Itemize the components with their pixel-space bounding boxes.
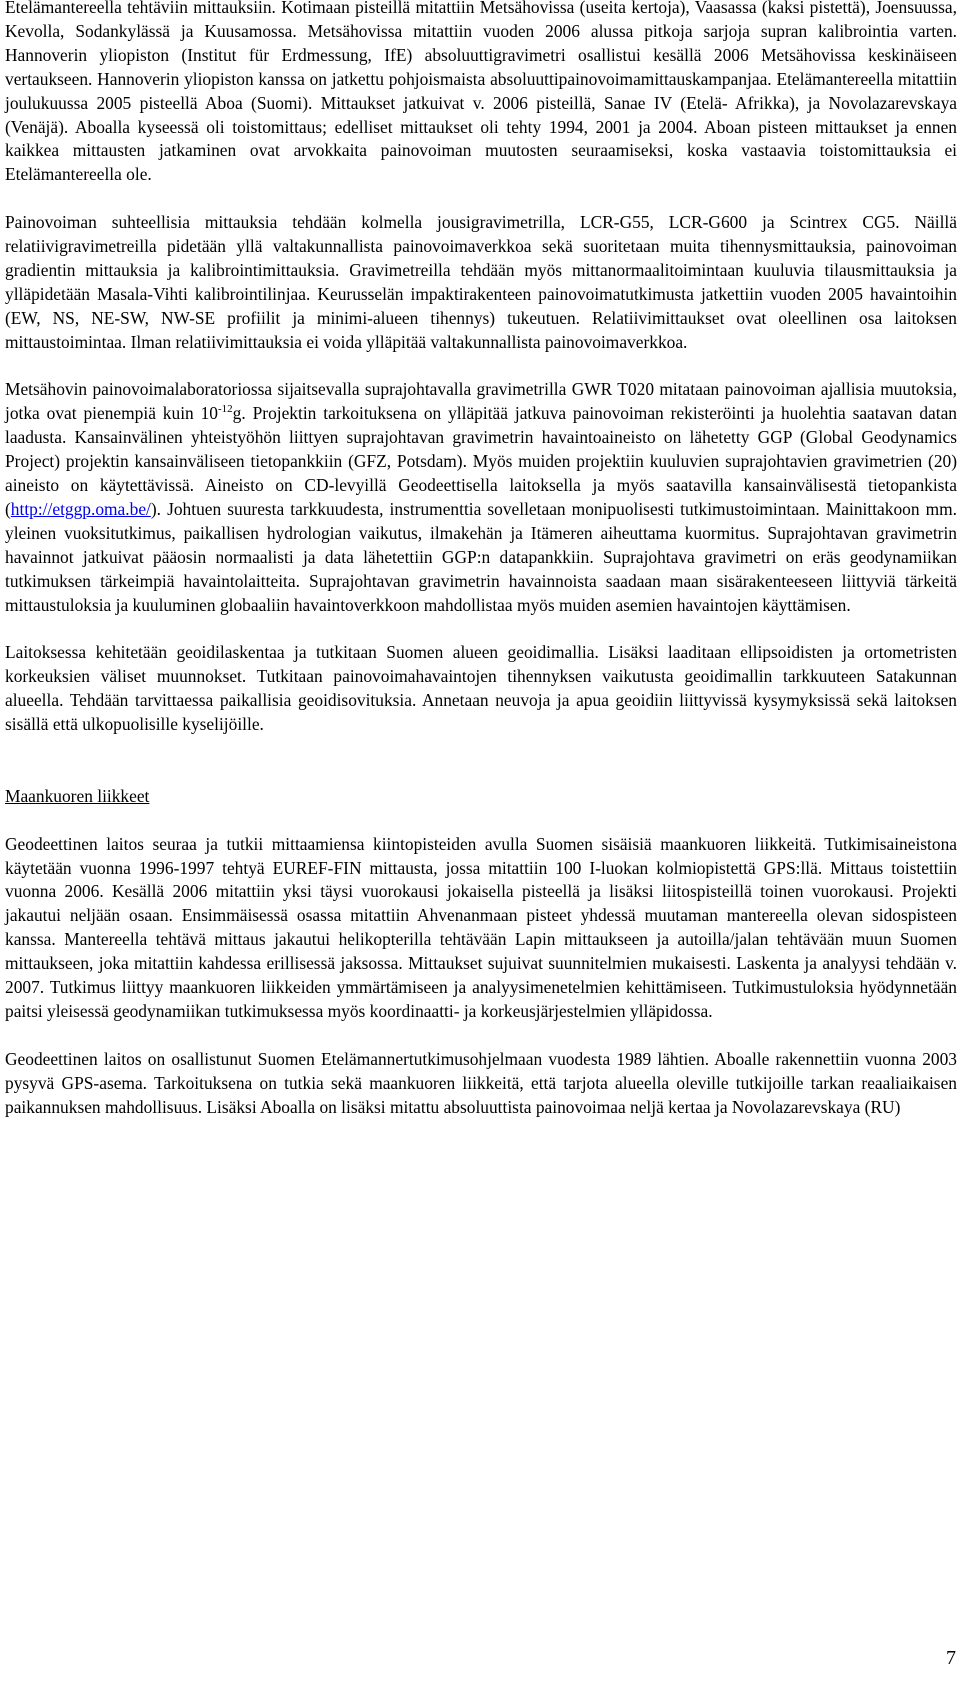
paragraph-text-segment: Metsähovin painovoimalaboratoriossa sijaitsevalla suprajohtavalla gravimetrilla GWR T020 mitataan painovoiman ajallisia muutoksia, jotka ovat pienempiä kuin 10: [5, 379, 957, 424]
page-content: [5, 0, 957, 1120]
section-heading: Maankuoren liikkeet: [5, 785, 150, 806]
page-number: 7: [946, 1647, 956, 1669]
paragraph-relative-gravity: Painovoiman suhteellisia mittauksia tehdään kolmella jousigravimetrilla, LCR-G55, LCR-G600 ja Scintrex CG5. Näillä relatiivigravimetreilla pidetään yllä valtakunnallista painovoimaverkkoa sekä suoritetaan muita tihennysmittauksia, painovoiman gradientin mittauksia ja kalibrointimittauksia. Gravimetreilla tehdään myös mittanormaalitoimintaan kuuluvia tilausmittauksia ja ylläpidetään Masala-Vihti kalibrointilinjaa. Keurusselän impaktirakenteen painovoimatutkimusta jatkettiin vuoden 2005 havaintoihin (EW, NS, NE-SW, NW-SE profiilit ja minimi-alueen tihennys) tukeutuen. Relatiivimittaukset ovat oleellinen osa laitoksen mittaustoimintaa. Ilman relatiivimittauksia ei voida ylläpitää valtakunnallista painovoimaverkkoa.: [5, 212, 957, 352]
paragraph-text-segment: g. Projektin tarkoituksena on ylläpitää jatkuva painovoiman rekisteröinti ja huolehtia saatavan datan laadusta. Kansainvälinen yhteistyöhön liittyen suprajohtavan gravimetrin havaintoaineisto on lähetetty GGP (Global Geodynamics Project) projektin kansainväliseen tietopankkiin (GFZ, Potsdam). Myös muiden projektiin kuuluvien suprajohtavien gravimetrien (20) aineisto on käytettävissä. Aineisto on CD-levyillä Geodeettisella laitoksella ja myös saatavilla kansainvälisestä tietopankista (: [5, 403, 957, 519]
superscript-exponent: -12: [218, 403, 233, 416]
paragraph-text-segment: ). Johtuen suuresta tarkkuudesta, instrumenttia sovelletaan monipuolisesti tutkimustoimintaan. Mainittakoon mm. yleinen vuoksitutkimus, paikallisen hydrologian vaikutus, ilmakehän ja Itämeren aiheuttama kuormitus. Suprajohtavan gravimetrin havainnot jatkuivat pääosin normaalisti ja data lähetettiin GGP:n datapankkiin. Suprajohtava gravimetri on eräs geodynamiikan tutkimuksen tärkeimpiä havaintolaitteita. Suprajohtavan gravimetrin havainnoista saadaan maan sisärakenteeseen liittyviä tärkeitä mittaustuloksia ja kuuluminen globaaliin havaintoverkkoon mahdollistaa myös muiden asemien havaintojen käyttämisen.: [5, 499, 957, 615]
paragraph-spacer: [5, 355, 957, 379]
paragraph-spacer: [5, 618, 957, 642]
paragraph-geoid: Laitoksessa kehitetään geoidilaskentaa ja tutkitaan Suomen alueen geoidimallia. Lisäksi laaditaan ellipsoidisten ja ortometristen korkeuksien väliset muunnokset. Tutkitaan painovoimahavaintojen tihennyksen vaikutusta geoidimallin tarkkuuteen Satakunnan alueella. Tehdään tarvittaessa paikallisia geoidisovituksia. Annetaan neuvoja ja apua geoidiin liittyvissä kysymyksissä sekä laitoksen sisällä että ulkopuolisille kyselijöille.: [5, 642, 957, 735]
ggp-database-link[interactable]: http://etggp.oma.be/: [10, 499, 151, 519]
paragraph-superconducting-gravimeter: [5, 378, 957, 617]
paragraph-spacer: [5, 1024, 957, 1048]
section-spacer: [5, 737, 957, 785]
paragraph-spacer: [5, 809, 957, 833]
paragraph-gravity-measurements: Etelämantereella tehtäviin mittauksiin. Kotimaan pisteillä mitattiin Metsähovissa (useita kertoja), Vaasassa (kaksi pistettä), Joensuussa, Kevolla, Sodankylässä ja Kuusamossa. Metsähovissa mitattiin vuoden 2006 alussa pitkoja sarjoja supran kalibrointia varten. Hannoverin yliopiston (Institut für Erdmessung, IfE) absoluuttigravimetri osallistui kesällä 2006 Metsähovissa keskinäiseen vertaukseen. Hannoverin yliopiston kanssa on jatkettu pohjoismaista absoluuttipainovoimamittauskampanjaa. Etelämantereella mitattiin joulukuussa 2005 pisteellä Aboa (Suomi). Mittaukset jatkuivat v. 2006 pisteillä, Sanae IV (Etelä- Afrikka), ja Novolazarevskaya (Venäjä). Aboalla kyseessä oli toistomittaus; edelliset mittaukset oli tehty 1994, 2001 ja 2004. Aboan pisteen mittaukset ja ennen kaikkea mittausten jatkaminen ovat arvokkaita painovoiman muutosten seuraamiseksi, koska vastaavia toistomittauksia ei Etelämantereella ole.: [5, 0, 957, 185]
paragraph-crustal-movements: Geodeettinen laitos seuraa ja tutkii mittaamiensa kiintopisteiden avulla Suomen sisäisiä maankuoren liikkeitä. Tutkimisaineistona käytetään vuonna 1996-1997 tehtyä EUREF-FIN mittausta, jossa mitattiin 100 I-luokan kolmiopistettä GPS:llä. Mittaus toistettiin vuonna 2006. Kesällä 2006 mitattiin yksi täysi vuorokausi jokaisella pisteellä ja lisäksi liitospisteillä toinen vuorokausi. Projekti jakautui neljään osaan. Ensimmäisessä osassa mitattiin Ahvenanmaan pisteet yhdessä muutaman mantereella olevan sidospisteen kanssa. Mantereella tehtävä mittaus jakautui helikopterilla tehtävään Lapin mittaukseen ja autoilla/jalan tehtävään muun Suomen mittaukseen, joka mitattiin kahdessa erillisessä jaksossa. Mittaukset sujuivat suunnitelmien mukaisesti. Laskenta ja analyysi tehdään v. 2007. Tutkimus liittyy maankuoren liikkeiden ymmärtämiseen ja analyysimenetelmien kehittämiseen. Tutkimustuloksia hyödynnetään paitsi yleisessä geodynamiikan tutkimuksessa myös koordinaatti- ja korkeusjärjestelmien ylläpidossa.: [5, 833, 957, 1021]
paragraph-spacer: [5, 187, 957, 211]
paragraph-antarctic-research: Geodeettinen laitos on osallistunut Suomen Etelämannertutkimusohjelmaan vuodesta 1989 lähtien. Aboalle rakennettiin vuonna 2003 pysyvä GPS-asema. Tarkoituksena on tutkia sekä maankuoren liikkeitä, että tarjota alueella oleville tutkijoille tarkan reaaliaikaisen paikannuksen mahdollisuus. Lisäksi Aboalla on lisäksi mitattu absoluuttista painovoimaa neljä kertaa ja Novolazarevskaya (RU): [5, 1048, 957, 1117]
